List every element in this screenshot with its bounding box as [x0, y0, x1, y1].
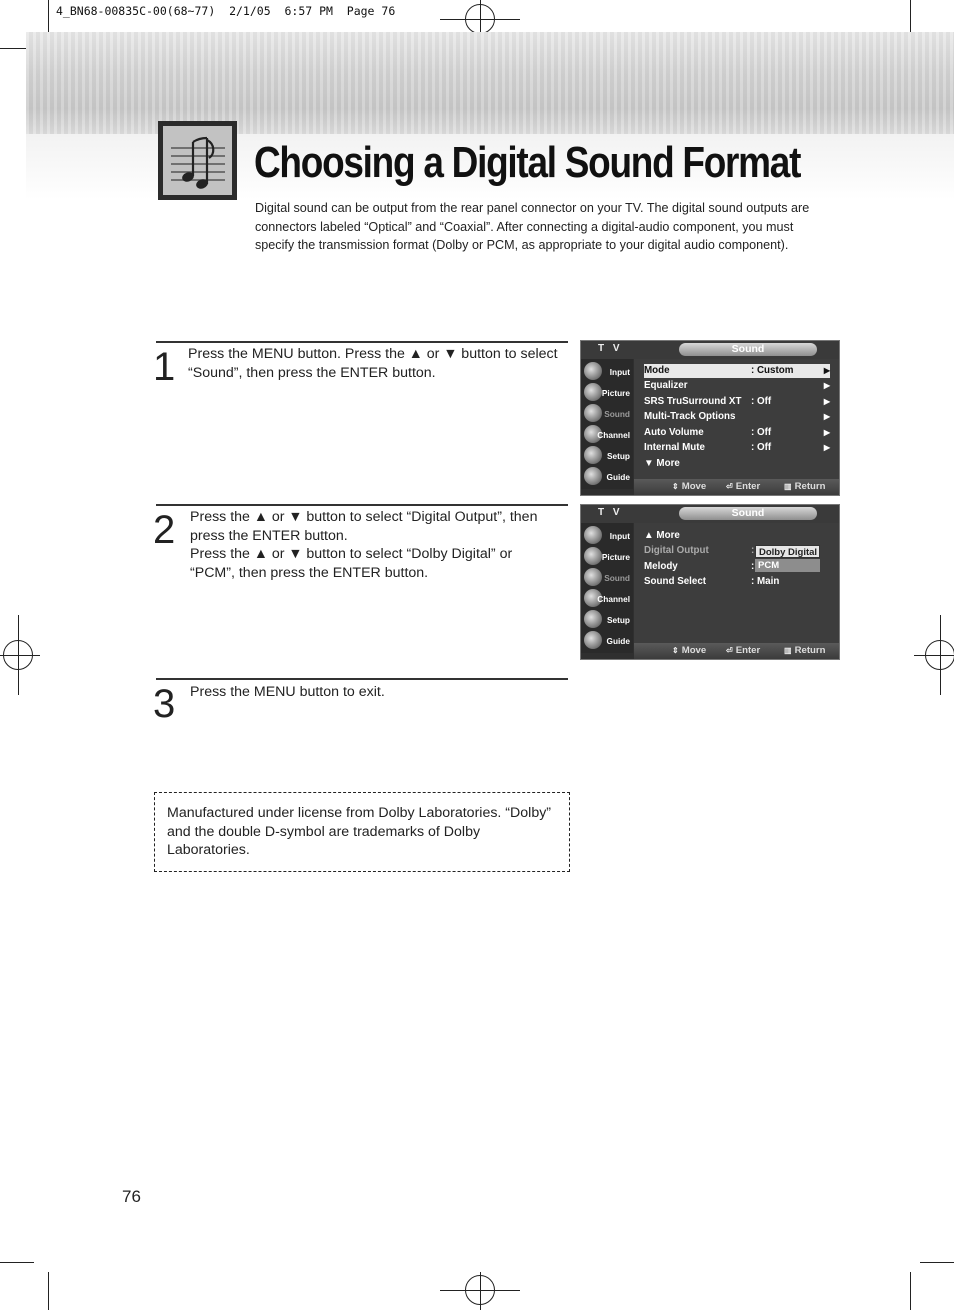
osd-menu-title: Sound: [679, 343, 817, 356]
osd-footer-return: ▥ Return: [784, 481, 826, 492]
step-line: Press the ▲ or ▼ button to select “Dolby Digital” or “PCM”, then press the ENTER button.: [190, 546, 513, 581]
osd-sidebar-item-picture: Picture: [581, 547, 633, 567]
right-arrow-icon: ▶: [823, 412, 830, 421]
enter-icon: ⏎: [726, 482, 733, 491]
tv-osd-screen-sound-menu: [580, 340, 840, 496]
osd-row-multi-track[interactable]: Multi-Track Options ▶: [644, 411, 830, 422]
osd-sidebar-item-sound: Sound: [581, 568, 633, 588]
right-arrow-icon: ▶: [823, 381, 830, 390]
crop-mark: [48, 1272, 49, 1310]
enter-icon: ⏎: [726, 646, 733, 655]
osd-footer: [634, 643, 839, 659]
step-instructions: [188, 345, 568, 382]
crop-mark: [0, 1262, 34, 1263]
osd-footer: [634, 479, 839, 495]
step-divider: [156, 341, 568, 343]
guide-icon: [584, 467, 602, 485]
step-divider: [156, 678, 568, 680]
osd-footer-enter: ⏎ Enter: [726, 645, 761, 656]
osd-sidebar: [581, 359, 633, 489]
step-instructions: [190, 508, 560, 582]
intro-paragraph: Digital sound can be output from the rear panel connector on your TV. The digital sound outputs are connectors labeled “Optical” and “Coaxial”. After connecting a digital-audio component, you must specify the transmission format (Dolby or PCM, as appropriate to your digital audio component).: [255, 201, 810, 252]
music-note-icon: [158, 121, 237, 200]
osd-footer-move: ⇕ Move: [672, 645, 707, 656]
osd-sidebar-item-setup: Setup: [581, 446, 633, 466]
page-number: 76: [122, 1187, 141, 1206]
osd-menu-panel: [634, 359, 839, 479]
osd-sidebar-item-input: Input: [581, 362, 633, 382]
page-title: Choosing a Digital Sound Format: [254, 138, 801, 187]
osd-sidebar-item-input: Input: [581, 526, 633, 546]
osd-footer-return: ▥ Return: [784, 645, 826, 656]
input-icon: [584, 362, 602, 380]
up-down-icon: ⇕: [672, 482, 679, 491]
registration-mark-top: [465, 4, 495, 34]
osd-row-sound-select[interactable]: Sound Select : Main: [644, 576, 780, 587]
step-line: Press the MENU button to exit.: [190, 684, 385, 700]
input-icon: [584, 526, 602, 544]
step-line: Press the MENU button. Press the ▲ or ▼ button to select “Sound”, then press the ENTER button.: [188, 346, 558, 381]
osd-sidebar-item-sound: Sound: [581, 404, 633, 424]
osd-sidebar-item-guide: Guide: [581, 467, 633, 487]
step-number: 1: [153, 345, 176, 389]
right-arrow-icon: ▶: [823, 397, 830, 406]
dolby-license-note: Manufactured under license from Dolby Laboratories. “Dolby” and the double D-symbol are trademarks of Dolby Laboratories.: [154, 792, 570, 872]
osd-row-melody[interactable]: Melody :: [644, 561, 755, 572]
return-icon: ▥: [784, 646, 792, 655]
osd-sidebar-item-setup: Setup: [581, 610, 633, 630]
osd-menu-panel: [634, 523, 839, 643]
osd-row-mode[interactable]: Mode : Custom ▶: [644, 365, 830, 376]
osd-row-srs-trusurround[interactable]: SRS TruSurround XT : Off ▶: [644, 396, 830, 407]
osd-footer-move: ⇕ Move: [672, 481, 707, 492]
sound-icon: [584, 404, 602, 422]
crop-mark: [48, 0, 49, 34]
step-instructions: [190, 683, 568, 702]
right-arrow-icon: ▶: [823, 366, 830, 375]
setup-icon: [584, 446, 602, 464]
osd-tv-label: T V: [598, 507, 623, 518]
step-number: 3: [153, 682, 176, 726]
registration-mark-right: [925, 640, 954, 670]
osd-option-pcm[interactable]: PCM: [755, 559, 820, 572]
crop-mark: [910, 1272, 911, 1310]
tv-osd-screen-digital-output: [580, 504, 840, 660]
osd-sidebar-item-channel: Channel: [581, 589, 633, 609]
osd-sidebar: [581, 523, 633, 653]
return-icon: ▥: [784, 482, 792, 491]
right-arrow-icon: ▶: [823, 443, 830, 452]
sound-icon: [584, 568, 602, 586]
osd-row-equalizer[interactable]: Equalizer ▶: [644, 380, 830, 391]
osd-row-internal-mute[interactable]: Internal Mute : Off ▶: [644, 442, 830, 453]
picture-icon: [584, 383, 602, 401]
step-number: 2: [153, 508, 176, 552]
guide-icon: [584, 631, 602, 649]
osd-sidebar-item-guide: Guide: [581, 631, 633, 651]
osd-menu-title: Sound: [679, 507, 817, 520]
osd-sidebar-item-channel: Channel: [581, 425, 633, 445]
setup-icon: [584, 610, 602, 628]
osd-title-bar: [581, 505, 839, 523]
up-down-icon: ⇕: [672, 646, 679, 655]
crop-mark: [920, 1262, 954, 1263]
step-divider: [156, 504, 568, 506]
osd-tv-label: T V: [598, 343, 623, 354]
osd-title-bar: [581, 341, 839, 359]
header-band: [26, 32, 954, 134]
osd-row-more[interactable]: ▼ More: [644, 458, 680, 469]
crop-mark: [910, 0, 911, 34]
osd-sidebar-item-picture: Picture: [581, 383, 633, 403]
osd-row-digital-output[interactable]: Digital Output :: [644, 545, 755, 556]
osd-footer-enter: ⏎ Enter: [726, 481, 761, 492]
step-line: Press the ▲ or ▼ button to select “Digital Output”, then press the ENTER button.: [190, 509, 538, 544]
registration-mark-left: [3, 640, 33, 670]
picture-icon: [584, 547, 602, 565]
registration-mark-bottom: [465, 1275, 495, 1305]
osd-option-dolby-digital[interactable]: Dolby Digital: [755, 545, 820, 558]
osd-row-more[interactable]: ▲ More: [644, 530, 680, 541]
right-arrow-icon: ▶: [823, 428, 830, 437]
osd-row-auto-volume[interactable]: Auto Volume : Off ▶: [644, 427, 830, 438]
print-slug: 4_BN68-00835C-00(68~77) 2/1/05 6:57 PM Page 76: [56, 4, 396, 18]
